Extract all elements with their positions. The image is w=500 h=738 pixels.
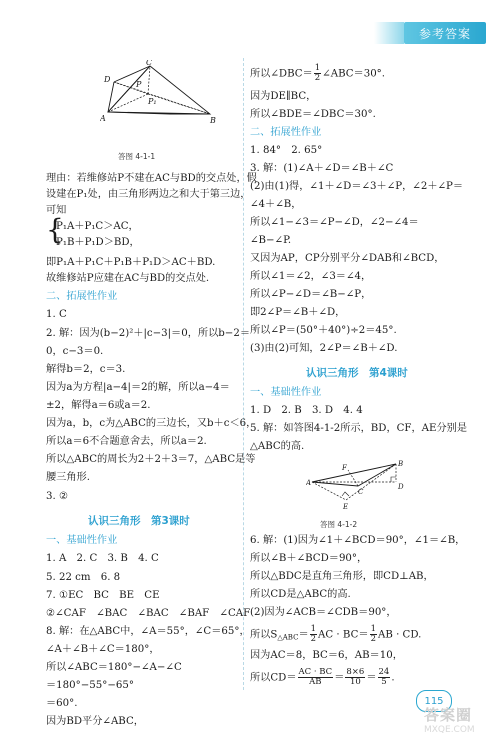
label-p1: P₁ (148, 97, 157, 106)
left-line-3: 可知 (46, 205, 67, 216)
right-q6-3: 所以△BDC是直角三角形，即CD⊥AB， (250, 571, 434, 582)
right-line-1: 所以∠DBC＝ $\frac{1}{2}$ ∠ABC＝30°. (250, 63, 386, 83)
brace-symbol: { (46, 213, 64, 246)
figure-4-1-2-caption: 答图 4-1-2 (320, 520, 358, 529)
right-ext-5: 所以∠1−∠3＝∠P−∠D，∠2−∠4＝ (250, 217, 419, 228)
left-basic-5: 8. 解：在△ABC中，∠A＝55°，∠C＝65°， (46, 626, 250, 637)
watermark-top: 答案圈 (424, 706, 473, 724)
left-basic-1: 1. A 2. C 3. B 4. C (46, 553, 159, 564)
left-line-1: 理由：若维修站P不建在AC与BD的交点处，假 (46, 173, 257, 184)
left-basic-4: ②∠CAF ∠BAC ∠BAC ∠BAF ∠CAF (46, 608, 251, 619)
given-values: 因为AC＝8，BC＝6，AB＝10， (250, 650, 403, 661)
label-e: E (343, 503, 349, 511)
right-angle-d (391, 477, 396, 482)
right-basic-1: 1. D 2. B 3. D 4. 4 (250, 405, 363, 416)
area-equation: 所以$S_{\triangle ABC}=$ $\frac{1}{2}$ AC · BC＝ $\frac{1}{2}$ AB · CD. (250, 624, 422, 644)
right-line-2: 因为DE∥BC， (250, 91, 317, 102)
left-ext-1: 1. C (46, 309, 67, 320)
right-angle-e (342, 492, 349, 496)
right-basic-3: △ABC的高. (250, 441, 305, 452)
left-line-2: 设建在P₁处，由三角形两边之和大于第三边， (46, 189, 251, 200)
label-a: A (100, 114, 106, 123)
left-basic-7: 所以∠ABC＝180°−∠A−∠C (46, 662, 182, 673)
label-d: D (104, 75, 111, 84)
inequality-1: P₁A＋P₁C＞AC， (56, 221, 139, 232)
left-basic-2: 5. 22 cm 6. 8 (46, 572, 121, 583)
right-ext-9: 所以∠P−∠D＝∠B−∠P， (250, 289, 372, 300)
p1-to-c (148, 66, 150, 94)
right-ext-2: 3. 解：(1)∠A＋∠D＝∠B＋∠C (250, 163, 394, 174)
figure-4-1-2 (306, 460, 426, 516)
left-basic-8: ＝180°−55°−65° (46, 680, 134, 691)
right-ext-7: 又因为AP，CP分别平分∠DAB和∠BCD， (250, 253, 445, 264)
watermark-bottom: MXQE.COM (424, 725, 475, 735)
right-basic-heading: 一、基础性作业 (250, 387, 322, 398)
left-basic-9: ＝60°. (46, 698, 78, 709)
left-ext-heading: 二、拓展性作业 (46, 291, 118, 302)
header-tab: 参考答案 (404, 22, 486, 44)
right-line-3: 所以∠BDE＝∠DBC＝30°. (250, 109, 376, 120)
right-ext-6: ∠B−∠P. (250, 235, 292, 246)
left-ext-2: 2. 解：因为(b−2)²＋|c−3|＝0，所以b−2＝ (46, 328, 251, 339)
header-stripe (374, 22, 404, 44)
left-ext-4: 解得b＝2，c＝3. (46, 364, 126, 375)
label-b: B (398, 460, 404, 468)
label-p: P (136, 80, 142, 89)
left-line-7: 故维修站P应建在AC与BD的交点处. (46, 273, 210, 284)
left-basic-3: 7. ①EC BC BE CE (46, 590, 160, 601)
label-c: C (146, 60, 153, 67)
right-q6-5: (2)因为∠ACB＝∠CDB＝90°， (250, 607, 397, 618)
right-ext-10: 即2∠P＝∠B＋∠D， (250, 307, 346, 318)
right-q6-2: 所以∠B＋∠BCD＝90°， (250, 553, 368, 564)
inequality-2: P₁B＋P₁D＞BD， (56, 237, 140, 248)
left-ext-6: ±2，解得a＝6或a＝2. (46, 400, 151, 411)
quadrilateral (108, 66, 210, 114)
right-ext-1: 1. 84° 2. 65° (250, 145, 323, 156)
side-da (108, 82, 114, 112)
left-ext-3: 0，c−3＝0. (46, 346, 104, 357)
label-b: B (210, 116, 216, 125)
lesson-4-title: 认识三角形 第4课时 (306, 367, 408, 379)
left-ext-5: 因为a为方程|a−4|＝2的解，所以a−4＝ (46, 382, 230, 393)
right-ext-3: (2)由(1)得，∠1＋∠D＝∠3＋∠P，∠2＋∠P＝ (250, 181, 464, 192)
side-dc (114, 66, 150, 82)
label-c: C (358, 488, 364, 496)
left-ext-8: 所以a＝6不合题意舍去，所以a＝2. (46, 436, 207, 447)
right-ext-4: ∠4＋∠B， (250, 199, 302, 210)
left-ext-9: 所以△ABC的周长为2＋2＋3＝7，△ABC是等 (46, 454, 256, 465)
left-basic-heading: 一、基础性作业 (46, 535, 118, 546)
right-q6-1: 6. 解：(1)因为∠1＋∠BCD＝90°，∠1＝∠B， (250, 535, 466, 546)
right-ext-8: 所以∠1＝∠2，∠3＝∠4， (250, 271, 372, 282)
label-d: D (398, 483, 404, 491)
triangle-abc (312, 464, 396, 486)
right-ext-heading: 二、拓展性作业 (250, 127, 322, 138)
right-basic-2: 5. 解：如答图4-1-2所示，BD，CF，AE分别是 (250, 423, 468, 434)
left-line-6: 即P₁A＋P₁C＋P₁B＋P₁D＞AC＋BD. (46, 257, 216, 268)
left-ext-11: 3. ② (46, 491, 69, 502)
figure-4-1-1-caption: 答图 4-1-1 (118, 152, 156, 161)
column-divider (243, 58, 244, 690)
left-basic-10: 因为BD平分∠ABC， (46, 716, 144, 727)
p1-to-a (108, 94, 148, 112)
cd-equation: 所以CD＝ $\frac{AC \cdot BC}{AB}$ ＝ $\frac{8\times 6}{10}$ ＝ $\frac{24}{5}$ . (250, 667, 395, 687)
lesson-3-title: 认识三角形 第3课时 (88, 515, 190, 527)
left-ext-7: 因为a，b，c为△ABC的三边长，又b＋c＜6， (46, 418, 257, 429)
right-ext-12: (3)由(2)可知，2∠P＝∠B＋∠D. (250, 343, 398, 354)
right-ext-11: 所以∠P＝(50°＋40°)÷2＝45°. (250, 325, 397, 336)
figure-4-1-1 (100, 60, 220, 140)
right-q6-4: 所以CD是△ABC的高. (250, 589, 351, 600)
watermark-logo (424, 704, 496, 734)
left-basic-6: ∠A＋∠B＋∠C＝180°， (46, 644, 160, 655)
label-f: F (342, 464, 347, 472)
label-a: A (306, 479, 312, 487)
page-number: 115 (416, 690, 452, 712)
left-ext-10: 腰三角形. (46, 472, 90, 483)
